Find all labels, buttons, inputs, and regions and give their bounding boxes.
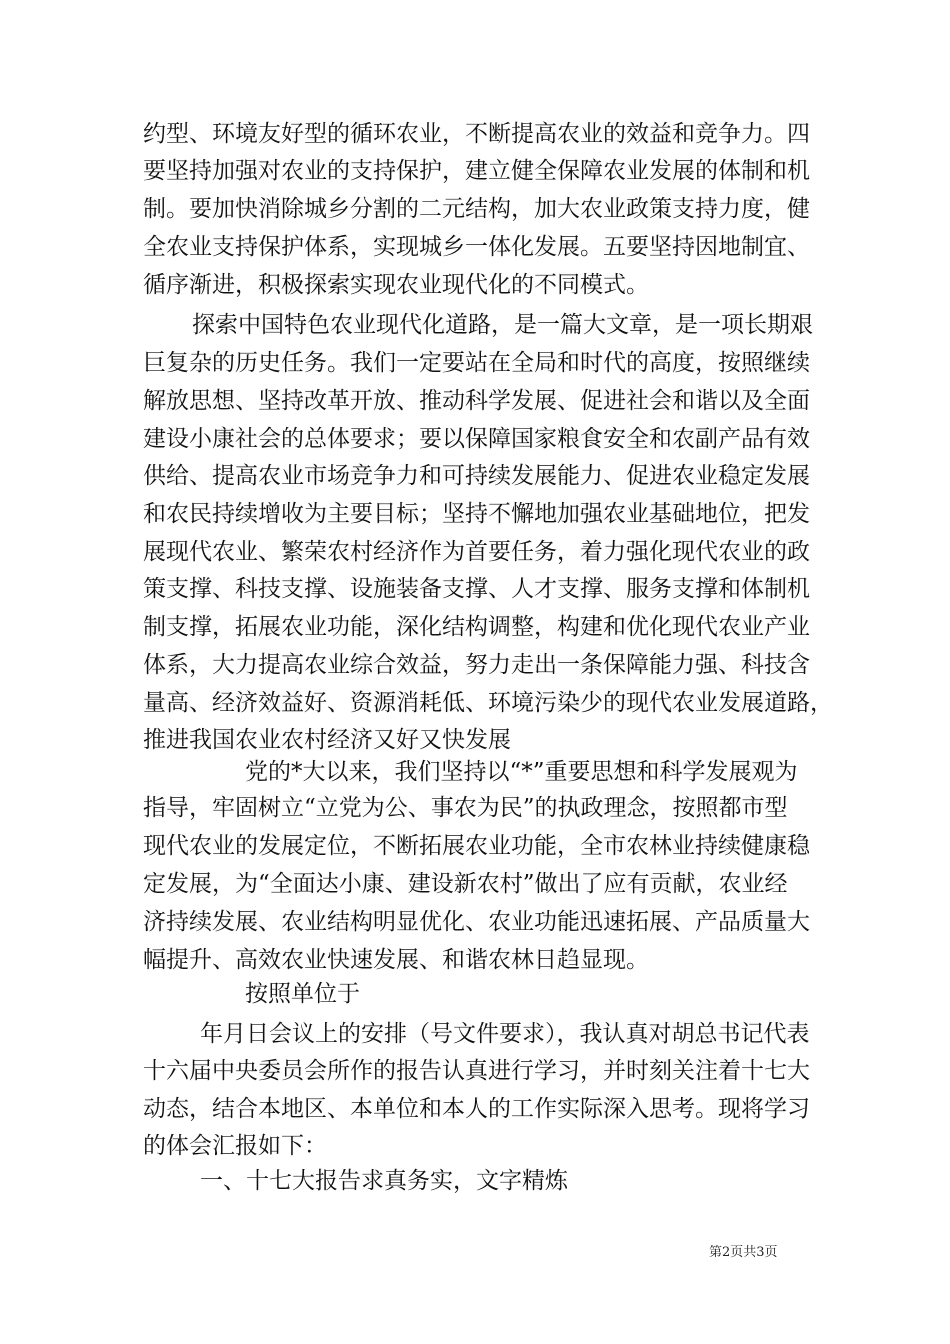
text-line: 展现代农业、繁荣农村经济作为首要任务，着力强化现代农业的政 (143, 539, 810, 565)
text-line: 和农民持续增收为主要目标；坚持不懈地加强农业基础地位，把发 (143, 501, 810, 527)
text-line: 十六届中央委员会所作的报告认真进行学习，并时刻关注着十七大 (143, 1058, 810, 1084)
text-line: 指导，牢固树立“立党为公、事农为民”的执政理念，按照都市型 (143, 795, 788, 821)
paragraph-start-line: 党的*大以来，我们坚持以“*”重要思想和科学发展观为 (245, 759, 798, 785)
text-line: 定发展，为“全面达小康、建设新农村”做出了应有贡献，农业经 (143, 871, 788, 897)
text-line: 解放思想、坚持改革开放、推动科学发展、促进社会和谐以及全面 (143, 388, 810, 414)
text-line: 循序渐进，积极探索实现农业现代化的不同模式。 (143, 272, 649, 298)
text-line: 幅提升、高效农业快速发展、和谐农林日趋显现。 (143, 947, 649, 973)
paragraph-start-line: 探索中国特色农业现代化道路，是一篇大文章，是一项长期艰 (192, 312, 813, 338)
paragraph-start-line: 按照单位于 (245, 981, 360, 1007)
text-line: 制支撑，拓展农业功能，深化结构调整，构建和优化现代农业产业 (143, 614, 810, 640)
section-heading: 一、十七大报告求真务实，文字精炼 (200, 1168, 568, 1194)
text-line: 现代农业的发展定位，不断拓展农业功能，全市农林业持续健康稳 (143, 833, 810, 859)
page-number: 第2页共3页 (709, 1245, 778, 1260)
text-line: 约型、环境友好型的循环农业，不断提高农业的效益和竞争力。四 (143, 121, 810, 147)
text-line: 推进我国农业农村经济又好又快发展 (143, 727, 511, 753)
paragraph-start-line: 年月日会议上的安排（号文件要求），我认真对胡总书记代表 (200, 1021, 810, 1047)
text-line: 动态，结合本地区、本单位和本人的工作实际深入思考。现将学习 (143, 1096, 810, 1122)
text-line: 体系，大力提高农业综合效益，努力走出一条保障能力强、科技含 (143, 652, 810, 678)
text-line: 策支撑、科技支撑、设施装备支撑、人才支撑、服务支撑和体制机 (143, 576, 810, 602)
text-line: 建设小康社会的总体要求；要以保障国家粮食安全和农副产品有效 (143, 426, 810, 452)
text-line: 量高、经济效益好、资源消耗低、环境污染少的现代农业发展道路， (143, 690, 833, 716)
text-line: 要坚持加强对农业的支持保护，建立健全保障农业发展的体制和机 (143, 158, 810, 184)
text-line: 制。要加快消除城乡分割的二元结构，加大农业政策支持力度，健 (143, 196, 810, 222)
text-line: 济持续发展、农业结构明显优化、农业功能迅速拓展、产品质量大 (143, 909, 810, 935)
text-line: 供给、提高农业市场竞争力和可持续发展能力、促进农业稳定发展 (143, 463, 810, 489)
text-line: 的体会汇报如下： (143, 1133, 327, 1159)
text-line: 巨复杂的历史任务。我们一定要站在全局和时代的高度，按照继续 (143, 350, 810, 376)
text-line: 全农业支持保护体系，实现城乡一体化发展。五要坚持因地制宜、 (143, 234, 810, 260)
